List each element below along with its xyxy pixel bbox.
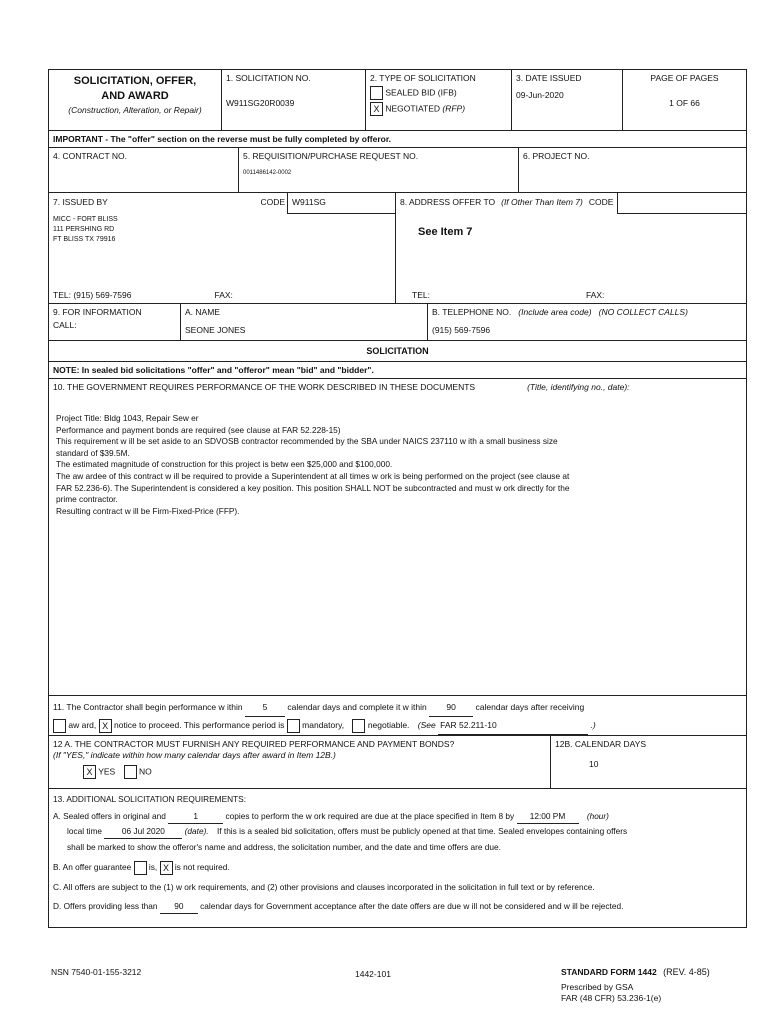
item11-begin-days[interactable]: 5	[245, 699, 285, 717]
requisition-label: 5. REQUISITION/PURCHASE REQUEST NO.	[243, 151, 419, 161]
for-information-cell	[49, 304, 181, 340]
item12b-cell	[551, 736, 746, 788]
type-cell	[366, 70, 512, 130]
footer-form-name: STANDARD FORM 1442	[561, 967, 657, 977]
note-row	[49, 362, 746, 379]
pages-label: PAGE OF PAGES	[650, 73, 719, 83]
name-label: A. NAME	[185, 307, 220, 317]
item10-label: 10. THE GOVERNMENT REQUIRES PERFORMANCE OF THE WORK DESCRIBED IN THESE DOCUMENTS	[53, 382, 476, 392]
contract-no-label: 4. CONTRACT NO.	[53, 151, 127, 161]
item11-text3: calendar days after receiving	[475, 702, 585, 712]
date-issued-value: 09-Jun-2020	[516, 90, 564, 100]
item12a-label: 12 A. THE CONTRACTOR MUST FURNISH ANY REQUIRED PERFORMANCE AND PAYMENT BONDS?	[53, 739, 455, 749]
item12a-cell	[49, 736, 551, 788]
header-row	[49, 70, 746, 131]
negotiated-rfp: (RFP)	[442, 103, 466, 114]
tel2-label: TEL:	[412, 290, 430, 300]
pages-value: 1 OF 66	[669, 98, 700, 108]
tel-label: TEL:	[53, 290, 71, 300]
ntp-label: notice to proceed. This performance period is	[114, 720, 285, 730]
row-4-6	[49, 148, 746, 193]
item10-label-note: (Title, identifying no., date):	[527, 382, 630, 392]
solicitation-no-label: 1. SOLICITATION NO.	[226, 73, 311, 83]
item13-time[interactable]: 12:00 PM	[517, 809, 579, 824]
requisition-cell	[239, 148, 519, 192]
see-item-7: See Item 7	[418, 226, 473, 238]
row-7-8	[49, 193, 746, 287]
item-10	[49, 379, 746, 696]
item12a-note: (If "YES," indicate within how many calendar days after award in Item 12B.)	[53, 750, 336, 760]
fax-label: FAX:	[214, 290, 233, 300]
issuer-line2: 111 PERSHING RD	[53, 226, 115, 233]
solicitation-heading-row	[49, 341, 746, 362]
guarantee-is: is,	[148, 862, 158, 872]
item13-a1: A. Sealed offers in original and	[53, 811, 166, 821]
item10-line: FAR 52.236-6). The Superintendent is considered a key position. This position SHALL NOT be subcontracted and must w ork directly for the	[56, 482, 570, 493]
item13-copies[interactable]: 1	[168, 809, 223, 824]
important-row	[49, 131, 746, 148]
item13-d-days[interactable]: 90	[160, 899, 198, 914]
item13-hour: (hour)	[586, 811, 609, 821]
item10-line: The estimated magnitude of construction for this project is betw een $25,000 and $100,000.	[56, 459, 393, 470]
item11-complete-days[interactable]: 90	[429, 699, 473, 717]
title-line1: SOLICITATION, OFFER,	[73, 75, 197, 87]
title-line2: AND AWARD	[101, 90, 169, 102]
negotiable-label: negotiable.	[367, 720, 410, 730]
item10-line: The aw ardee of this contract w ill be required to provide a Superintendent at all times w ork is being performed on the project (see clause at	[56, 470, 570, 481]
yes-label: YES	[98, 766, 116, 777]
item13-d2: calendar days for Government acceptance after the date offers are due w ill not be considered and w ill be rejected.	[200, 900, 624, 911]
mandatory-checkbox[interactable]	[287, 719, 300, 733]
see-close: .)	[590, 720, 596, 730]
item10-line: Project Title: Bldg 1043, Repair Sew er	[56, 413, 199, 423]
ntp-checkbox[interactable]: X	[99, 719, 112, 733]
address-code-label: CODE	[588, 197, 614, 207]
issued-by-label: 7. ISSUED BY	[53, 197, 108, 207]
item11-text2: calendar days and complete it w ithin	[287, 702, 427, 712]
telephone-label: B. TELEPHONE NO.	[432, 307, 512, 317]
telephone-value: (915) 569-7596	[432, 325, 491, 335]
item-13	[49, 789, 746, 927]
address-code-value	[617, 193, 746, 214]
item10-line: Resulting contract w ill be Firm-Fixed-Price (FFP).	[56, 505, 240, 516]
title-sub: (Construction, Alteration, or Repair)	[68, 105, 202, 115]
footer-form	[561, 967, 710, 977]
issued-code-value: W911SG	[287, 193, 395, 214]
telephone-note-area: (Include area code)	[518, 307, 592, 317]
solicitation-form	[48, 69, 747, 928]
date-issued-label: 3. DATE ISSUED	[516, 73, 582, 83]
tel-value: (915) 569-7596	[73, 290, 132, 300]
telephone-cell	[428, 304, 746, 340]
see-label: (See	[417, 720, 436, 730]
project-no-cell	[519, 148, 746, 192]
requisition-value: 0011486142-0002	[243, 170, 292, 176]
address-offer-cell	[396, 193, 746, 287]
item13-date[interactable]: 06 Jul 2020	[104, 824, 182, 839]
item10-line: Performance and payment bonds are required (see clause at FAR 52.228-15)	[56, 424, 341, 435]
type-label: 2. TYPE OF SOLICITATION	[370, 73, 476, 83]
negotiated-label: NEGOTIATED	[385, 103, 440, 114]
name-value: SEONE JONES	[185, 325, 246, 335]
mandatory-label: mandatory,	[302, 720, 345, 730]
footer-rev: (REV. 4-85)	[663, 967, 710, 977]
issuer-line1: MICC - FORT BLISS	[53, 216, 118, 223]
for-information-label: 9. FOR INFORMATION	[53, 307, 142, 317]
guarantee-not-checkbox[interactable]: X	[160, 861, 173, 875]
fax2-label: FAX:	[585, 290, 605, 300]
footer-far: FAR (48 CFR) 53.236-1(e)	[561, 993, 662, 1003]
issued-code-label: CODE	[260, 197, 285, 207]
guarantee-is-checkbox[interactable]	[134, 861, 147, 875]
item10-line: prime contractor.	[56, 494, 118, 505]
issuer-line3: FT BLISS TX 79916	[53, 236, 116, 243]
item13-a4: If this is a sealed bid solicitation, offers must be publicly opened at that time. Sealed envelopes containing offers	[216, 826, 628, 836]
contract-no-cell	[49, 148, 239, 192]
sealed-bid-checkbox[interactable]	[370, 86, 383, 100]
negotiable-checkbox[interactable]	[352, 719, 365, 733]
date-issued-cell	[512, 70, 623, 130]
note-text: NOTE: In sealed bid solicitations "offer" and "offeror" mean "bid" and "bidder".	[53, 365, 374, 375]
item11-text1: 11. The Contractor shall begin performance w ithin	[53, 702, 243, 712]
address-offer-label: 8. ADDRESS OFFER TO	[400, 197, 496, 207]
project-no-label: 6. PROJECT NO.	[523, 151, 590, 161]
item13-label: 13. ADDITIONAL SOLICITATION REQUIREMENTS:	[53, 794, 247, 804]
yes-checkbox[interactable]: X	[83, 765, 96, 779]
no-label: NO	[138, 766, 152, 777]
item13-a2: copies to perform the w ork required are due at the place specified in Item 8 by	[225, 811, 515, 821]
address-offer-note: (If Other Than Item 7)	[501, 197, 583, 207]
solicitation-no-cell	[222, 70, 366, 130]
form-title	[49, 70, 222, 130]
footer-nsn: NSN 7540-01-155-3212	[51, 967, 142, 977]
guarantee-not: is not required.	[174, 862, 230, 872]
item10-line: standard of $39.5M.	[56, 447, 130, 458]
item12b-label: 12B. CALENDAR DAYS	[555, 739, 647, 749]
pages-cell	[623, 70, 746, 130]
item-11	[49, 696, 746, 736]
tel-row	[49, 287, 746, 304]
award-label: aw ard,	[68, 720, 97, 730]
for-information-call: CALL:	[53, 320, 77, 330]
item-12	[49, 736, 746, 789]
sealed-bid-label: SEALED BID (IFB)	[385, 87, 457, 98]
item13-a5: shall be marked to show the offeror's name and address, the solicitation number, and the date and time offers are due.	[67, 842, 501, 852]
important-text: IMPORTANT - The "offer" section on the reverse must be fully completed by offeror.	[53, 134, 392, 144]
footer-prescribed: Prescribed by GSA	[561, 982, 634, 992]
item13-a3: local time	[67, 826, 103, 836]
row-9	[49, 304, 746, 341]
item13-date-label: (date).	[184, 826, 209, 836]
footer-code: 1442-101	[355, 969, 391, 979]
issued-by-cell	[49, 193, 396, 287]
solicitation-no-value: W911SG20R0039	[226, 98, 295, 108]
see-value[interactable]: FAR 52.211-10	[438, 717, 588, 735]
item13-d1: D. Offers providing less than	[53, 900, 158, 911]
item13-b1: B. An offer guarantee	[53, 862, 132, 872]
negotiated-checkbox[interactable]: X	[370, 102, 383, 116]
item10-body	[53, 413, 742, 517]
item13-c: C. All offers are subject to the (1) w ork requirements, and (2) other provisions and clauses incorporated in the solicitation in full text or by reference.	[53, 881, 595, 892]
item12b-value: 10	[589, 759, 599, 769]
name-cell	[181, 304, 428, 340]
item10-line: This requirement w ill be set aside to an SDVOSB contractor recommended by the SBA under NAICS 237110 w ith a small business size	[56, 436, 558, 447]
solicitation-heading: SOLICITATION	[366, 346, 429, 356]
telephone-note-collect: (NO COLLECT CALLS)	[598, 307, 688, 317]
no-checkbox[interactable]	[124, 765, 137, 779]
award-checkbox[interactable]	[53, 719, 66, 733]
